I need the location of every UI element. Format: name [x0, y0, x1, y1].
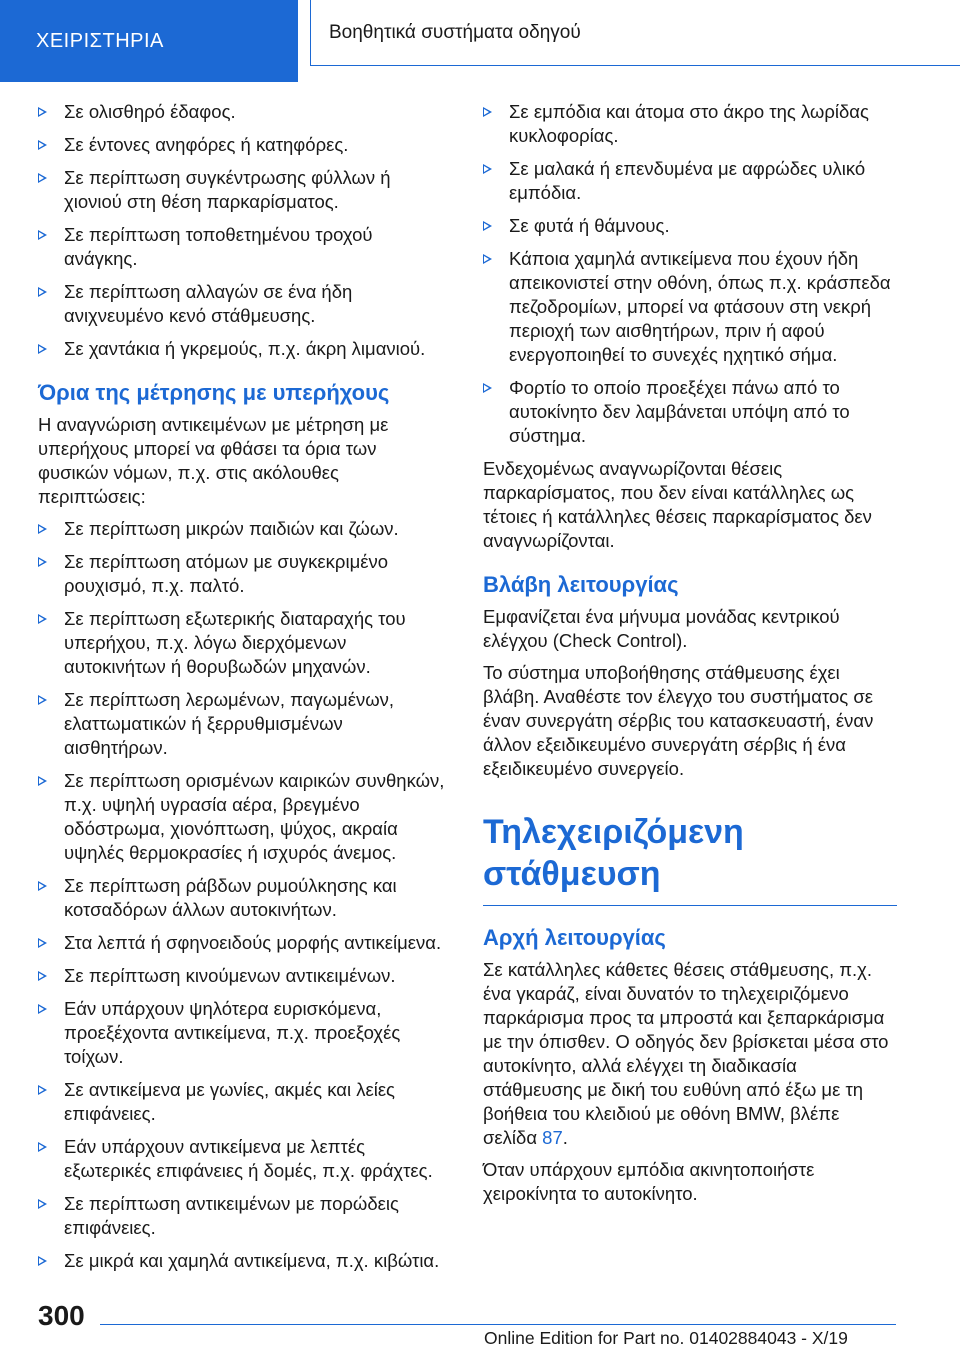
page-header: [0, 0, 960, 82]
list-item: [38, 550, 450, 598]
bullet-triangle-icon: [38, 614, 47, 624]
list-item-text: Σε αντικείμενα με γωνίες, ακμές και λείες επιφάνειες.: [64, 1079, 395, 1124]
bullet-triangle-icon: [38, 107, 47, 117]
parking-spaces-paragraph: Ενδεχομένως αναγνωρίζονται θέσεις παρκαρίσματος, που δεν είναι κατάλληλες ως τέτοιες ή κατάλληλες θέσεις παρκαρίσματος δεν αναγνωρίζονται.: [483, 458, 872, 551]
bullet-triangle-icon: [38, 524, 47, 534]
list-item-text: Σε χαντάκια ή γκρεμούς, π.χ. άκρη λιμανιού.: [64, 338, 426, 359]
bullet-triangle-icon: [38, 230, 47, 240]
right-column: [483, 100, 897, 1214]
bullet-list-right: [483, 100, 897, 448]
list-item: [38, 133, 450, 157]
list-item-text: Σε περίπτωση εξωτερικής διαταραχής του υπερήχου, π.χ. λόγω διερχόμενων αυτοκινήτων ή θορυβωδών μηχανών.: [64, 608, 406, 677]
chapter-title: Βοηθητικά συστήματα οδηγού: [310, 0, 960, 66]
footer-edition: [484, 1328, 960, 1362]
bullet-triangle-icon: [38, 344, 47, 354]
principle-end: .: [562, 1127, 568, 1148]
list-item-text: Φορτίο το οποίο προεξέχει πάνω από το αυτοκίνητο δεν λαμβάνεται υπόψη από το σύστημα.: [509, 377, 850, 446]
bullet-triangle-icon: [483, 221, 492, 231]
section-heading-principle: Αρχή λειτουργίας: [483, 925, 666, 950]
bullet-triangle-icon: [483, 107, 492, 117]
bullet-triangle-icon: [483, 164, 492, 174]
bullet-triangle-icon: [38, 1142, 47, 1152]
list-item: [38, 874, 450, 922]
list-item: [38, 1192, 450, 1240]
list-item-text: Εάν υπάρχουν ψηλότερα ευρισκόμενα, προεξέχοντα αντικείμενα, π.χ. προεξοχές τοίχων.: [64, 998, 401, 1067]
footer-divider: [100, 1324, 896, 1325]
list-item-text: Σε περίπτωση ράβδων ρυμούλκησης και κοτσαδόρων άλλων αυτοκινήτων.: [64, 875, 397, 920]
check-control-paragraph: Εμφανίζεται ένα μήνυμα μονάδας κεντρικού ελέγχου (Check Control).: [483, 606, 840, 651]
bullet-list-top: [38, 100, 450, 361]
list-item: [38, 964, 450, 988]
section-tab: ΧΕΙΡΙΣΤΗΡΙΑ: [0, 0, 298, 82]
bullet-triangle-icon: [38, 776, 47, 786]
bullet-triangle-icon: [38, 1085, 47, 1095]
list-item-text: Σε περίπτωση τοποθετημένου τροχού ανάγκης.: [64, 224, 373, 269]
list-item: [483, 157, 897, 205]
list-item: [38, 997, 450, 1069]
list-item: [483, 214, 897, 238]
list-item-text: Σε μικρά και χαμηλά αντικείμενα, π.χ. κιβώτια.: [64, 1250, 440, 1271]
list-item: [483, 376, 897, 448]
bullet-triangle-icon: [38, 1004, 47, 1014]
list-item-text: Σε περίπτωση συγκέντρωσης φύλλων ή χιονιού στη θέση παρκαρίσματος.: [64, 167, 391, 212]
list-item-text: Σε εμπόδια και άτομα στο άκρο της λωρίδας κυκλοφορίας.: [509, 101, 869, 146]
list-item-text: Σε περίπτωση αλλαγών σε ένα ήδη ανιχνευμένο κενό στάθμευσης.: [64, 281, 353, 326]
obstacles-paragraph: Όταν υπάρχουν εμπόδια ακινητοποιήστε χειροκίνητα το αυτοκίνητο.: [483, 1159, 815, 1204]
list-item: [38, 280, 450, 328]
list-item-text: Στα λεπτά ή σφηνοειδούς μορφής αντικείμενα.: [64, 932, 442, 953]
list-item-text: Σε περίπτωση αντικειμένων με πορώδεις επιφάνειες.: [64, 1193, 399, 1238]
list-item: [38, 607, 450, 679]
principle-text: Σε κατάλληλες κάθετες θέσεις στάθμευσης, π.χ. ένα γκαράζ, είναι δυνατόν το τηλεχειριζόμενο παρκάρισμα προς τα μπροστά και ξεπαρκάρισμα με την όπισθεν. Ο οδηγός δεν βρίσκεται μέσα στο αυτοκίνητο, αλλά ελέγχει τη διαδικασία στάθμευσης με δική του ευθύνη από έξω με τη βοήθεια του κλειδιού με οθόνη BMW, βλέπε σελίδα: [483, 959, 889, 1148]
list-item-text: Σε περίπτωση λερωμένων, παγωμένων, ελαττωματικών ή ξερρυθμισμένων αισθητήρων.: [64, 689, 395, 758]
list-item: [38, 100, 450, 124]
bullet-triangle-icon: [483, 254, 492, 264]
list-item: [483, 247, 897, 367]
list-item-text: Εάν υπάρχουν αντικείμενα με λεπτές εξωτερικές επιφάνειες ή δομές, π.χ. φράχτες.: [64, 1136, 433, 1181]
list-item-text: Σε έντονες ανηφόρες ή κατηφόρες.: [64, 134, 349, 155]
list-item: [38, 931, 450, 955]
list-item: [38, 1249, 450, 1273]
section-heading-ultrasonic-limits: Όρια της μέτρησης με υπερήχους: [38, 380, 390, 405]
bullet-triangle-icon: [38, 557, 47, 567]
bullet-triangle-icon: [38, 173, 47, 183]
list-item: [38, 688, 450, 760]
bullet-triangle-icon: [38, 1199, 47, 1209]
page-reference-link[interactable]: 87: [542, 1127, 563, 1148]
list-item: [38, 223, 450, 271]
bullet-triangle-icon: [38, 140, 47, 150]
bullet-triangle-icon: [38, 938, 47, 948]
list-item-text: Σε φυτά ή θάμνους.: [509, 215, 670, 236]
list-item: [483, 100, 897, 148]
chapter-heading-remote-parking: Τηλεχειριζόμενη στάθμευση: [483, 811, 897, 906]
list-item: [38, 1078, 450, 1126]
bullet-triangle-icon: [38, 287, 47, 297]
principle-paragraph: [483, 958, 897, 1150]
list-item-text: Σε περίπτωση κινούμενων αντικειμένων.: [64, 965, 396, 986]
list-item-text: Σε περίπτωση ατόμων με συγκεκριμένο ρουχισμό, π.χ. παλτό.: [64, 551, 389, 596]
list-item-text: Σε περίπτωση ορισμένων καιρικών συνθηκών, π.χ. υψηλή υγρασία αέρα, βρεγμένο οδόστρωμα, χιονόπτωση, ψύχος, ακραία υψηλές θερμοκρασίες ή ισχυρός άνεμος.: [64, 770, 445, 863]
bullet-triangle-icon: [38, 971, 47, 981]
bullet-triangle-icon: [38, 881, 47, 891]
list-item-text: Σε μαλακά ή επενδυμένα με αφρώδες υλικό εμπόδια.: [509, 158, 866, 203]
list-item: [38, 517, 450, 541]
page-number: 300: [38, 1300, 85, 1331]
edition-text: Online Edition for Part no. 01402884043 - X/19: [484, 1328, 848, 1348]
list-item-text: Σε περίπτωση μικρών παιδιών και ζώων.: [64, 518, 399, 539]
section-heading-malfunction: Βλάβη λειτουργίας: [483, 572, 679, 597]
list-item-text: Σε ολισθηρό έδαφος.: [64, 101, 236, 122]
bullet-triangle-icon: [38, 1256, 47, 1266]
left-column: [38, 100, 450, 1282]
bullet-triangle-icon: [483, 383, 492, 393]
list-item-text: Κάποια χαμηλά αντικείμενα που έχουν ήδη απεικονιστεί στην οθόνη, όπως π.χ. κράσπεδα πεζοδρομίων, μπορεί να φτάσουν στη νεκρή περιοχή των αισθητήρων, πριν ή αφού ενεργοποιηθεί το συνεχές ηχητικό σήμα.: [509, 248, 891, 365]
malfunction-paragraph: Το σύστημα υποβοήθησης στάθμευσης έχει βλάβη. Αναθέστε τον έλεγχο του συστήματος σε έναν συνεργάτη σέρβις του κατασκευαστή, έναν άλλον εξειδικευμένο συνεργάτη σέρβις ή ένα εξειδικευμένο συνεργείο.: [483, 662, 874, 779]
list-item: [38, 1135, 450, 1183]
intro-paragraph: Η αναγνώριση αντικειμένων με μέτρηση με υπερήχους μπορεί να φθάσει τα όρια των φυσικών νόμων, π.χ. στις ακόλουθες περιπτώσεις:: [38, 414, 389, 507]
list-item: [38, 769, 450, 865]
list-item: [38, 166, 450, 214]
bullet-list-limits: [38, 517, 450, 1273]
bullet-triangle-icon: [38, 695, 47, 705]
list-item: [38, 337, 450, 361]
